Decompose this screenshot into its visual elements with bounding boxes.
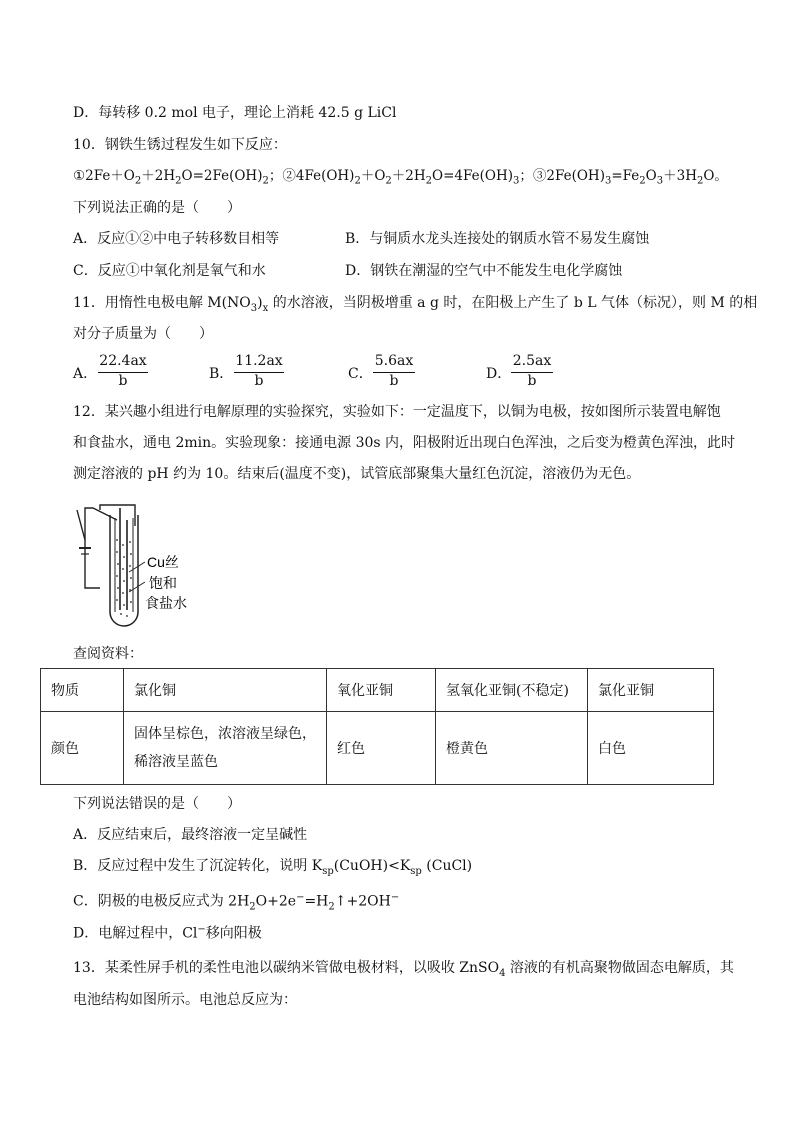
q11-option-c xyxy=(348,353,468,393)
q10-option-b: B．与铜质水龙头连接处的钢质水管不易发生腐蚀 xyxy=(345,231,650,247)
solution-dots xyxy=(116,539,132,617)
fraction-numerator: 11.2ax xyxy=(235,353,283,369)
pointer-brine xyxy=(129,582,145,592)
electrolysis-apparatus-diagram xyxy=(65,500,200,628)
q10-option-d: D．钢铁在潮湿的空气中不能发生电化学腐蚀 xyxy=(345,263,623,279)
fraction-numerator: 5.6ax xyxy=(374,353,414,369)
table-header-row xyxy=(41,669,714,712)
q12-ask: 下列说法错误的是（ ） xyxy=(73,796,241,812)
fraction-numerator: 22.4ax xyxy=(99,353,147,369)
fraction-denominator: b xyxy=(118,373,128,389)
table-cell: 氯化铜 xyxy=(124,669,327,712)
q12-option-c: C．阴极的电极反应式为 $2H_2O+2e^-=H_2↑+2OH^-$ xyxy=(73,892,400,913)
label-saturated: 饱和 xyxy=(149,575,177,591)
table-cell: 氧化亚铜 xyxy=(327,669,436,712)
test-tube xyxy=(110,515,138,626)
cell-line: 稀溶液呈蓝色 xyxy=(134,754,218,770)
q12-stem-line2: 和食盐水，通电 2min。实验现象：接通电源 30s 内，阳极附近出现白色浑浊，之后变为橙黄色浑浊，此时 xyxy=(73,435,736,451)
label-cu-wire: Cu丝 xyxy=(147,554,179,570)
table-cell: 氯化亚铜 xyxy=(588,669,714,712)
option-label: D． xyxy=(486,366,512,382)
fraction-denominator: b xyxy=(389,373,399,389)
q11-stem-line2: 对分子质量为（ ） xyxy=(73,326,213,342)
label-brine: 食盐水 xyxy=(145,595,187,611)
q12-option-b: B．反应过程中发生了沉淀转化，说明 $K_{sp}(CuOH)<K_{sp}$ (CuCl) xyxy=(73,858,473,877)
table-row xyxy=(41,712,714,785)
q11-option-a xyxy=(73,353,193,393)
q12-ref-title: 查阅资料： xyxy=(73,646,143,662)
q12-option-d: D．电解过程中，Cl−移向阳极 xyxy=(73,924,262,942)
fraction-denominator: b xyxy=(527,373,537,389)
q13-stem-line2: 电池结构如图所示。电池总反应为： xyxy=(73,992,297,1008)
switch-line xyxy=(77,510,85,540)
pointer-cu xyxy=(129,562,145,572)
wire-top xyxy=(100,505,135,526)
table-cell: 物质 xyxy=(41,669,124,712)
q10-stem: 10．钢铁生锈过程发生如下反应： xyxy=(73,137,287,153)
q10-equations: $①2Fe+O_2+2H_2O=2Fe(OH)_2$；$②4Fe(OH)_2+O_2+2H_2O=4Fe(OH)_3$；$③2Fe(OH)_3=Fe_2O_3+3H_2O$。 xyxy=(73,168,728,187)
q11-option-d xyxy=(486,353,606,393)
table-cell: 白色 xyxy=(588,712,714,785)
q11-option-b xyxy=(209,353,329,393)
table-cell-cucl2 xyxy=(124,712,327,785)
table-cell: 颜色 xyxy=(41,712,124,785)
q13-stem-line1: 13．某柔性屏手机的柔性电池以碳纳米管做电极材料，以吸收 ZnSO$_4$ 溶液的有机高聚物做固态电解质，其 xyxy=(73,960,734,979)
option-label: C． xyxy=(348,366,373,382)
table-cell: 橙黄色 xyxy=(436,712,588,785)
cell-line: 固体呈棕色，浓溶液呈绿色， xyxy=(134,726,316,742)
fraction-denominator: b xyxy=(254,373,264,389)
q9-option-d: D．每转移 0.2 mol 电子，理论上消耗 42.5 g LiCl xyxy=(73,105,397,121)
reference-table xyxy=(40,668,714,785)
table-cell: 红色 xyxy=(327,712,436,785)
q11-stem-line1: 11．用惰性电极电解 $M(NO_3)_x$ 的水溶液，当阴极增重 a g 时，在阳极上产生了 b L 气体（标况），则 M 的相 xyxy=(73,295,758,314)
q10-ask: 下列说法正确的是（ ） xyxy=(73,200,241,216)
fraction-numerator: 2.5ax xyxy=(512,353,552,369)
q12-stem-line1: 12．某兴趣小组进行电解原理的实验探究，实验如下：一定温度下，以铜为电极，按如图所示装置电解饱 xyxy=(73,404,721,420)
q12-stem-line3: 测定溶液的 pH 约为 10。结束后(温度不变)，试管底部聚集大量红色沉淀，溶液仍为无色。 xyxy=(73,466,641,482)
option-label: B． xyxy=(209,366,234,382)
table-cell: 氢氧化亚铜(不稳定) xyxy=(436,669,588,712)
q12-option-a: A．反应结束后，最终溶液一定呈碱性 xyxy=(73,827,308,843)
q10-option-a: A．反应①②中电子转移数目相等 xyxy=(73,231,280,247)
q10-option-c: C．反应①中氧化剂是氧气和水 xyxy=(73,263,266,279)
option-label: A． xyxy=(73,366,98,382)
